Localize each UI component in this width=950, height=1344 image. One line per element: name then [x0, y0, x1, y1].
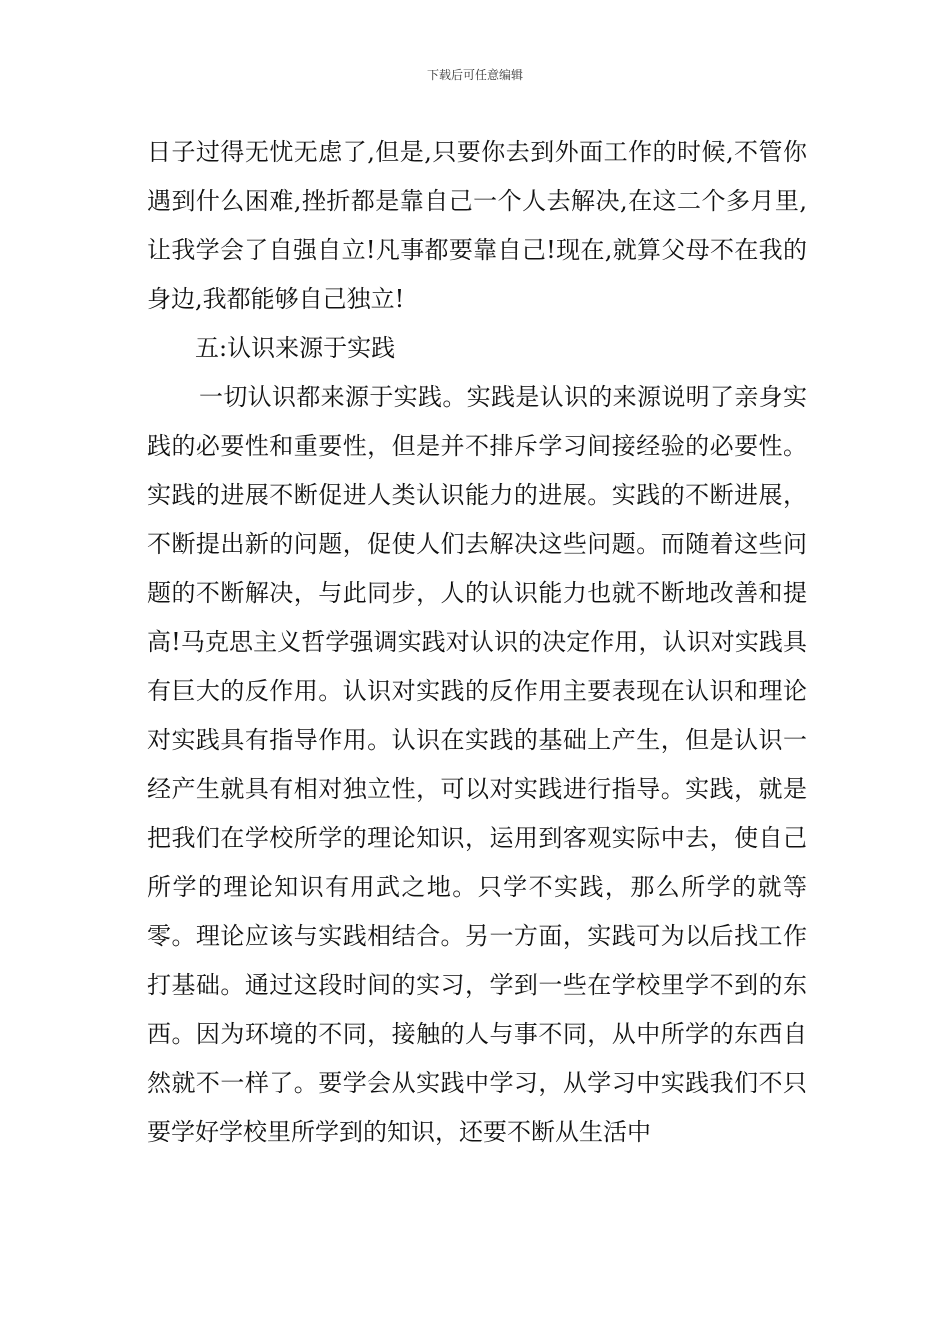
paragraph-main: 一切认识都来源于实践。实践是认识的来源说明了亲身实践的必要性和重要性，但是并不排斥学习间接经验的必要性。实践的进展不断促进人类认识能力的进展。实践的不断进展，不断提出新的问题，促使人们去解决这些问题。而随着这些问题的不断解决，与此同步，人的认识能力也就不断地改善和提高!马克思主义哲学强调实践对认识的决定作用，认识对实践具有巨大的反作用。认识对实践的反作用主要表现在认识和理论对实践具有指导作用。认识在实践的基础上产生，但是认识一经产生就具有相对独立性，可以对实践进行指导。实践，就是把我们在学校所学的理论知识，运用到客观实际中去，使自己所学的理论知识有用武之地。只学不实践，那么所学的就等零。理论应该与实践相结合。另一方面，实践可为以后找工作打基础。通过这段时间的实习，学到一些在学校里学不到的东西。因为环境的不同，接触的人与事不同，从中所学的东西自然就不一样了。要学会从实践中学习，从学习中实践我们不只要学好学校里所学到的知识，还要不断从生活中 — [147, 383, 807, 1146]
section-heading: 五:认识来源于实践 — [195, 334, 396, 362]
document-body — [147, 128, 807, 1157]
header-note: 下载后可任意编辑 — [426, 68, 523, 82]
paragraph-continued: 日子过得无忧无虑了,但是,只要你去到外面工作的时候,不管你遇到什么困难,挫折都是靠自己一个人去解决,在这二个多月里,让我学会了自强自立!凡事都要靠自己!现在,就算父母不在我的身边,我都能够自己独立! — [147, 138, 807, 313]
